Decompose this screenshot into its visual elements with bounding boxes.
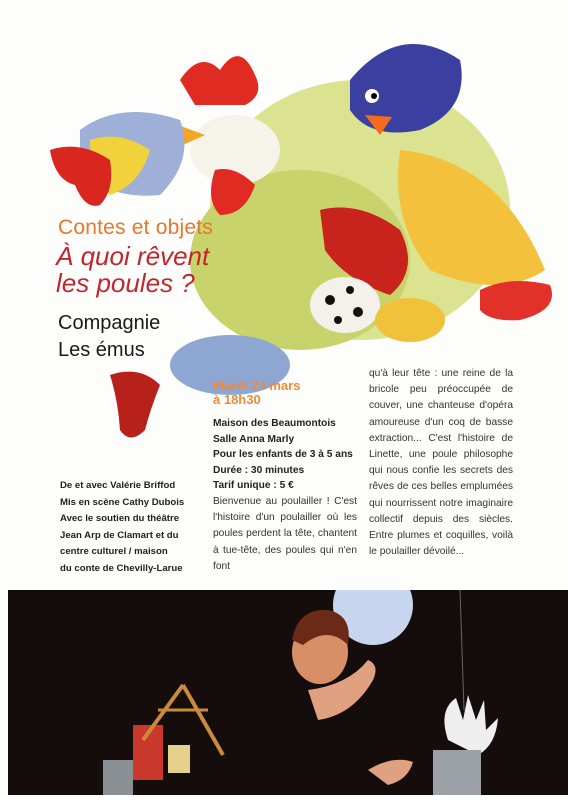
show-title-line: À quoi rêvent	[56, 241, 210, 271]
audience-info: Pour les enfants de 3 à 5 ans	[213, 449, 353, 460]
credit-line: centre culturel / maison	[60, 546, 168, 557]
show-title-line: les poules ?	[56, 268, 195, 298]
event-info	[213, 416, 363, 494]
credit-line: Avec le soutien du théâtre	[60, 513, 180, 524]
credit-line: du conte de Chevilly-Larue	[60, 562, 183, 574]
description-text-left: Bienvenue au poulailler ! C'est l'histoire d'un poulailler où les poules perdent la tête, chantent à tue-tête, des poules qui n'en font	[213, 496, 357, 572]
event-date	[213, 379, 363, 407]
company-line: Les émus	[58, 339, 145, 361]
venue-name: Maison des Beaumontois	[213, 418, 336, 429]
credits-block	[60, 478, 208, 577]
price-info: Tarif unique : 5 €	[213, 480, 294, 491]
company-name	[58, 310, 238, 364]
credit-line: De et avec Valérie Briffod	[60, 480, 176, 491]
credit-line: Mis en scène Cathy Dubois	[60, 496, 185, 508]
description-text-right: qu'à leur tête : une reine de la bricole peu préoccupée de couver, une chanteuse d'opéra amoureuse d'un coq de basse extraction... C'est l'histoire de Linette, une poule philosophe qui nous confie les secrets des rêves de ces belles emplumées qui nourrissent notre imaginaire collectif depuis des siècles. Entre plumes et coquilles, voilà le poulailler dévoilé...	[369, 368, 513, 558]
show-title	[56, 243, 286, 297]
performance-photo	[8, 590, 568, 795]
company-line: Compagnie	[58, 312, 161, 334]
duration-info: Durée : 30 minutes	[213, 464, 305, 476]
credit-line: Jean Arp de Clamart et du	[60, 529, 179, 541]
time-line: à 18h30	[213, 392, 261, 407]
venue-room: Salle Anna Marly	[213, 433, 295, 445]
date-line: Mardi 24 mars	[213, 378, 301, 393]
category-heading: Contes et objets	[58, 216, 213, 239]
performance-photo-drawing	[8, 590, 568, 795]
